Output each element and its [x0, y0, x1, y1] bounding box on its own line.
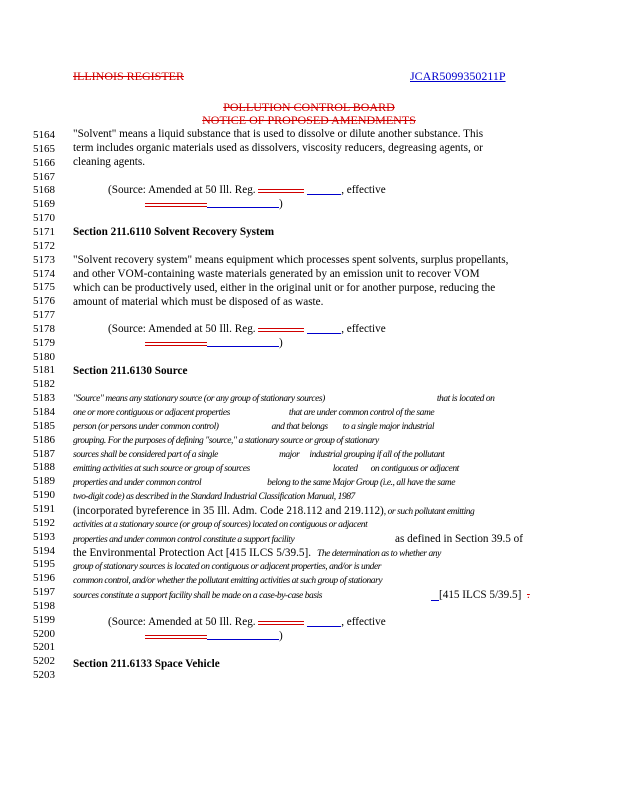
line-number: 5191 — [33, 502, 55, 515]
deleted-blank — [145, 342, 207, 346]
line-number: 5196 — [33, 572, 55, 585]
line-number: 5177 — [33, 309, 55, 322]
inserted-blank — [307, 333, 341, 334]
section-heading: Section 211.6110 Solvent Recovery System — [73, 226, 275, 238]
source-definition-line: sources shall be considered part of a single major industrial grouping if all of the pollutant — [73, 450, 445, 460]
line-number: 5192 — [33, 516, 55, 529]
line-number: 5166 — [33, 156, 55, 169]
source-definition-line: properties and under common control belong to the same Major Group (i.e., all have the same — [73, 478, 455, 488]
effective-label: , effective — [341, 323, 386, 335]
line-number: 5188 — [33, 461, 55, 474]
section-heading: Section 211.6133 Space Vehicle — [73, 658, 220, 670]
inserted-mark — [431, 589, 439, 601]
source-note — [108, 184, 386, 198]
inserted-blank — [207, 199, 279, 208]
solvent-definition-line: "Solvent" means a liquid substance that is used to dissolve or dilute another substance. This — [73, 128, 484, 140]
source-note-prefix: (Source: Amended at 50 Ill. Reg. — [108, 184, 256, 196]
source-note — [108, 323, 386, 337]
line-number: 5195 — [33, 558, 55, 571]
line-number: 5183 — [33, 392, 55, 405]
paragraph-line: "Solvent recovery system" means equipment which processes spent solvents, surplus propellants, — [73, 254, 509, 266]
source-definition-line: one or more contiguous or adjacent properties that are under common control of the same — [73, 408, 435, 418]
deleted-blank — [258, 621, 304, 625]
line-number: 5173 — [33, 253, 55, 266]
line-number: 5180 — [33, 350, 55, 363]
source-note-continuation — [73, 337, 283, 351]
source-definition-line: the Environmental Protection Act [415 ILCS 5/39.5]. The determination as to whether any — [73, 547, 441, 559]
line-number: 5165 — [33, 142, 55, 155]
solvent-definition-line: cleaning agents. — [73, 156, 146, 168]
line-number: 5199 — [33, 613, 55, 626]
line-number: 5178 — [33, 322, 55, 335]
line-number: 5189 — [33, 475, 55, 488]
line-number: 5193 — [33, 530, 55, 543]
line-number: 5172 — [33, 239, 55, 252]
source-note-prefix: (Source: Amended at 50 Ill. Reg. — [108, 323, 256, 335]
section-heading: Section 211.6130 Source — [73, 365, 188, 377]
source-definition-line: "Source" means any stationary source (or any group of stationary sources) that is located on — [73, 394, 495, 404]
source-definition-line: group of stationary sources is located on contiguous or adjacent properties, and/or is under — [73, 562, 381, 572]
paragraph-line: which can be productively used, either in the original unit or for another purpose, reducing the — [73, 282, 496, 294]
line-number: 5168 — [33, 184, 55, 197]
close-paren: ) — [279, 198, 283, 210]
source-note-continuation — [73, 630, 283, 644]
effective-label: , effective — [341, 184, 386, 196]
inserted-blank — [207, 631, 279, 640]
source-definition-line: grouping. For the purposes of defining "source," a stationary source or group of stationary — [73, 436, 379, 446]
line-number: 5179 — [33, 336, 55, 349]
register-title: ILLINOIS REGISTER — [73, 69, 184, 83]
line-number: 5171 — [33, 225, 55, 238]
source-definition-line: person (or persons under common control) and that belongs to a single major industrial — [73, 422, 435, 432]
paragraph-line: amount of material which must be disposed of as waste. — [73, 296, 324, 308]
line-number: 5200 — [33, 627, 55, 640]
close-paren: ) — [279, 337, 283, 349]
line-number: 5182 — [33, 378, 55, 391]
source-definition-line: activities at a stationary source (or group of sources) located on contiguous or adjacent — [73, 520, 368, 530]
source-definition-line: two-digit code) as described in the Standard Industrial Classification Manual, 1987 — [73, 492, 355, 502]
line-number: 5201 — [33, 641, 55, 654]
line-number: 5190 — [33, 489, 55, 502]
deleted-blank — [258, 328, 304, 332]
source-definition-line: sources constitute a support facility shall be made on a case-by-case basis [415 ILCS 5/39.5] . — [73, 589, 530, 601]
deleted-blank — [145, 203, 207, 207]
inserted-blank — [207, 338, 279, 347]
source-definition-line: (incorporated byreference in 35 Ill. Adm. Code 218.112 and 219.112), or such pollutant emitting — [73, 505, 475, 517]
board-title: POLLUTION CONTROL BOARD — [223, 100, 395, 114]
source-note — [108, 616, 386, 630]
source-definition-line: emitting activities at such source or group of sources located on contiguous or adjacent — [73, 464, 459, 474]
line-number: 5164 — [33, 129, 55, 141]
line-number: 5198 — [33, 599, 55, 612]
line-number: 5175 — [33, 281, 55, 294]
source-note-prefix: (Source: Amended at 50 Ill. Reg. — [108, 616, 256, 628]
line-number: 5194 — [33, 544, 55, 557]
line-number: 5170 — [33, 212, 55, 225]
line-number: 5187 — [33, 447, 55, 460]
line-number: 5203 — [33, 669, 55, 682]
inserted-blank — [307, 626, 341, 627]
line-number: 5202 — [33, 655, 55, 668]
line-number: 5174 — [33, 267, 55, 280]
deleted-blank — [258, 189, 304, 193]
line-number: 5176 — [33, 295, 55, 308]
notice-title: NOTICE OF PROPOSED AMENDMENTS — [202, 113, 416, 127]
solvent-definition-line: term includes organic materials used as dissolvers, viscosity reducers, degreasing agents, or — [73, 142, 483, 154]
line-number: 5167 — [33, 170, 55, 183]
paragraph-line: and other VOM-containing waste materials generated by an emission unit to recover VOM — [73, 268, 480, 280]
line-number: 5197 — [33, 586, 55, 599]
line-number: 5169 — [33, 198, 55, 211]
line-number: 5185 — [33, 419, 55, 432]
effective-label: , effective — [341, 616, 386, 628]
inserted-blank — [307, 194, 341, 195]
deleted-blank — [145, 635, 207, 639]
line-number: 5181 — [33, 364, 55, 377]
jcar-code-link[interactable]: JCAR5099350211P — [410, 69, 506, 83]
line-number: 5186 — [33, 433, 55, 446]
close-paren: ) — [279, 630, 283, 642]
source-definition-line: common control, and/or whether the pollutant emitting activities at such group of stationary — [73, 576, 383, 586]
source-definition-line: properties and under common control constitute a support facility as defined in Section 39.5 of — [73, 533, 524, 545]
source-note-continuation — [73, 198, 283, 212]
line-number: 5184 — [33, 406, 55, 418]
